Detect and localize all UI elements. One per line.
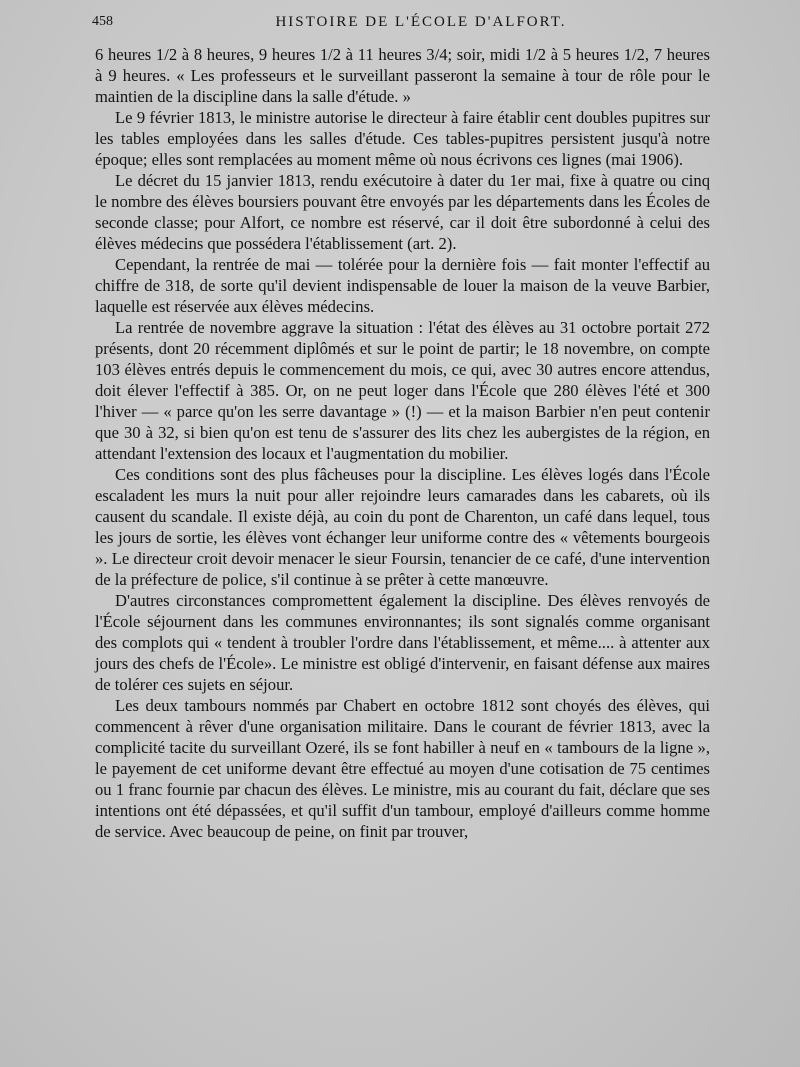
paragraph: La rentrée de novembre aggrave la situation : l'état des élèves au 31 octobre portait 272 présents, dont 20 récemment diplômés et sur le point de partir; le 18 novembre, on compte 103 élèves entrés depuis le commencement du mois, ce qui, avec 30 autres encore attendus, doit élever l'effectif à 385. Or, on ne peut loger dans l'École que 280 élèves l'été et 300 l'hiver — « parce qu'on les serre davantage » (!) — et la maison Barbier n'en peut contenir que 30 à 32, si bien qu'on est tenu de s'assurer des lits chez les aubergistes de la région, en attendant l'extension des locaux et l'augmentation du mobilier.: [95, 318, 710, 463]
paragraph: 6 heures 1/2 à 8 heures, 9 heures 1/2 à 11 heures 3/4; soir, midi 1/2 à 5 heures 1/2, 7 heures à 9 heures. « Les professeurs et le surveillant passeront la semaine à tour de rôle pour le maintien de la discipline dans la salle d'étude. »: [95, 45, 710, 106]
paragraph: Le 9 février 1813, le ministre autorise le directeur à faire établir cent doubles pupitres sur les tables employées dans les salles d'étude. Ces tables-pupitres persistent jusqu'à notre époque; elles sont remplacées au moment même où nous écrivons ces lignes (mai 1906).: [95, 108, 710, 169]
paragraph: Ces conditions sont des plus fâcheuses pour la discipline. Les élèves logés dans l'École escaladent les murs la nuit pour aller rejoindre leurs camarades dans les cabarets, où ils causent du scandale. Il existe déjà, au coin du pont de Charenton, un café dans lequel, tous les jours de sortie, les élèves vont échanger leur uniforme contre des « vêtements bourgeois ». Le directeur croit devoir menacer le sieur Foursin, tenancier de ce café, d'une intervention de la préfecture de police, s'il continue à se prêter à cette manœuvre.: [95, 465, 710, 589]
page-header: [92, 14, 710, 38]
running-title: HISTOIRE DE L'ÉCOLE D'ALFORT.: [275, 14, 567, 30]
paragraph: D'autres circonstances compromettent également la discipline. Des élèves renvoyés de l'École séjournent dans les communes environnantes; ils sont signalés comme organisant des complots qui « tendent à troubler l'ordre dans l'établissement, et même.... à attenter aux jours des chefs de l'École». Le ministre est obligé d'intervenir, en faisant défense aux maires de tolérer ces sujets en séjour.: [95, 591, 710, 694]
body-text: [95, 44, 710, 842]
paragraph: Le décret du 15 janvier 1813, rendu exécutoire à dater du 1er mai, fixe à quatre ou cinq le nombre des élèves boursiers pouvant être envoyés par les départements dans les Écoles de seconde classe; pour Alfort, ce nombre est réservé, car il doit être subordonné à celui des élèves médecins que possédera l'établissement (art. 2).: [95, 171, 710, 253]
paragraph: Cependant, la rentrée de mai — tolérée pour la dernière fois — fait monter l'effectif au chiffre de 318, de sorte qu'il devient indispensable de louer la maison de la veuve Barbier, laquelle est réservée aux élèves médecins.: [95, 255, 710, 316]
page-number: 458: [92, 14, 113, 29]
paragraph: Les deux tambours nommés par Chabert en octobre 1812 sont choyés des élèves, qui commencent à rêver d'une organisation militaire. Dans le courant de février 1813, avec la complicité tacite du surveillant Ozeré, ils se font habiller à neuf en « tambours de la ligne », le payement de cet uniforme devant être effectué au moyen d'une cotisation de 75 centimes ou 1 franc fournie par chacun des élèves. Le ministre, mis au courant du fait, déclare que ses intentions ont été dépassées, et qu'il suffit d'un tambour, employé d'ailleurs comme homme de service. Avec beaucoup de peine, on finit par trouver,: [95, 696, 710, 841]
